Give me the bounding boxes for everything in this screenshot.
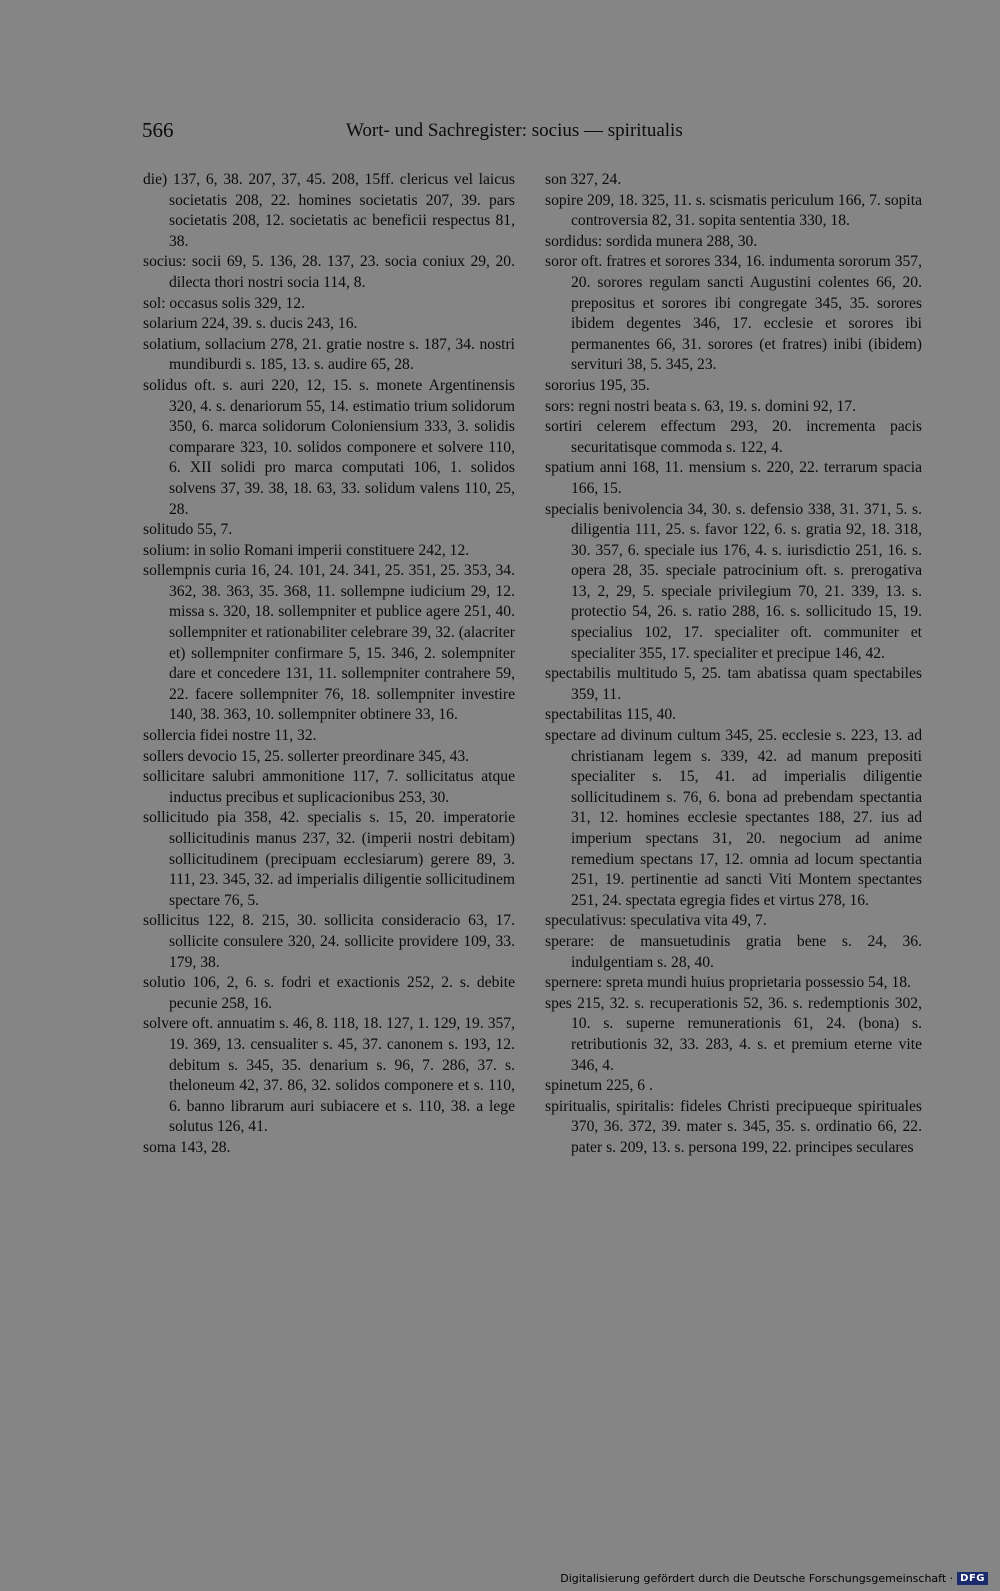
index-entry: spernere: spreta mundi huius proprietaria possessio 54, 18.: [545, 974, 911, 992]
index-entry: solidus oft. s. auri 220, 12, 15. s. monete Argentinensis 320, 4. s. denariorum 55, 14. estimatio trium solidorum 350, 6. marca solidorum Coloniensium 333, 3. solidis comparare 323, 10. solidos componere et solvere 110, 6. XII solidi pro marca computati 106, 1. solidos solvens 37, 39. 38, 18. 63, 33. solidum valens 110, 25, 28.: [143, 376, 515, 518]
index-entry: solatium, sollacium 278, 21. gratie nostre s. 187, 34. nostri mundiburdi s. 185, 13. s. audire 65, 28.: [143, 335, 515, 374]
funding-footer: [560, 1572, 988, 1585]
dfg-logo: DFG: [957, 1572, 988, 1585]
index-entry: son 327, 24.: [545, 171, 622, 188]
left-column: [143, 170, 515, 1159]
index-entry: solarium 224, 39. s. ducis 243, 16.: [143, 315, 358, 333]
index-entry: solvere oft. annuatim s. 46, 8. 118, 18. 127, 1. 129, 19. 357, 19. 369, 13. censualiter s. 45, 37. canonem s. 193, 12. debitum s. 345, 35. denarium s. 96, 7. 286, 37. s. theloneum 42, 37. 86, 32. solidos componere et s. 110, 6. banno librarum auri subiacere et s. 110, 38. a lege solutus 126, 41.: [143, 1015, 515, 1136]
index-entry: solutio 106, 2, 6. s. fodri et exactionis 252, 2. s. debite pecunie 258, 16.: [143, 974, 515, 1012]
index-entry: speculativus: speculativa vita 49, 7.: [545, 912, 767, 930]
index-entry: soror oft. fratres et sorores 334, 16. indumenta sororum 357, 20. sorores regulam sancti Augustini colentes 66, 20. prepositus et sorores ibi congregate 345, 35. sorores ibidem degentes 346, 17. ecclesie et sorores ibi permanentes 66, 31. sorores (et fratres) inibi (ibidem) servituri 38, 5. 345, 23.: [545, 253, 922, 374]
index-entry: sortiri celerem effectum 293, 20. incrementa pacis securitatisque commoda s. 122, 4.: [545, 418, 922, 456]
index-entry: spatium anni 168, 11. mensium s. 220, 22. terrarum spacia 166, 15.: [545, 459, 922, 497]
index-entry: spectabilitas 115, 40.: [545, 706, 677, 724]
index-entry: sollicitus 122, 8. 215, 30. sollicita consideracio 63, 17. sollicite consulere 320, 24. sollicite providere 109, 33. 179, 38.: [143, 912, 515, 971]
index-entry: spectabilis multitudo 5, 25. tam abatissa quam spectabiles 359, 11.: [545, 665, 922, 703]
index-entry: spectare ad divinum cultum 345, 25. ecclesie s. 223, 13. ad christianam legem s. 339, 42. ad manum prepositi specialiter s. 15, 41. ad imperialis diligentie sollicitudinem s. 76, 6. bona ad prebendam spectantia 31, 12. homines ecclesie spectantes 188, 27. ius ad imperium spectans 31, 20. negocium ad anime remedium spectans 17, 12. omnia ad locum spectantia 251, 19. pertinentie ad sancti Viti Montem spectantes 251, 24. spectata egregia fides et virtus 278, 16.: [545, 727, 922, 909]
index-entry: sororius 195, 35.: [545, 376, 650, 394]
funding-note: Digitalisierung gefördert durch die Deutsche Forschungsgemeinschaft ·: [560, 1572, 954, 1585]
index-entry: sollers devocio 15, 25. sollerter preordinare 345, 43.: [143, 747, 470, 765]
index-entry: spiritualis, spiritalis: fideles Christi precipueque spirituales 370, 36. 372, 39. mater s. 345, 35. s. ordinatio 66, 22. pater s. 209, 13. s. persona 199, 22. principes seculares: [545, 1097, 922, 1156]
index-entry: solium: in solio Romani imperii constituere 242, 12.: [143, 541, 470, 559]
index-entry: spinetum 225, 6 .: [545, 1077, 653, 1095]
index-entry: sopire 209, 18. 325, 11. s. scismatis periculum 166, 7. sopita controversia 82, 31. sopita sententia 330, 18.: [545, 191, 922, 230]
index-entry: specialis benivolencia 34, 30. s. defensio 338, 31. 371, 5. s. diligentia 111, 25. s. favor 122, 6. s. gratia 92, 18. 318, 30. 357, 6. speciale ius 176, 4. s. iurisdictio 251, 16. s. opera 28, 35. speciale patrocinium oft. s. prerogativa 13, 2, 29, 5. speciale privilegium 70, 21. 339, 13. s. protectio 54, 26. s. ratio 288, 16. s. sollicitudo 15, 19. specialius 102, 17. specialiter oft. communiter et specialiter 355, 17. specialiter et precipue 146, 42.: [545, 500, 922, 662]
index-entry: sordidus: sordida munera 288, 30.: [545, 232, 758, 250]
index-entry: sors: regni nostri beata s. 63, 19. s. domini 92, 17.: [545, 397, 856, 415]
index-entry: solitudo 55, 7.: [143, 521, 233, 539]
index-entry: sollicitudo pia 358, 42. specialis s. 15, 20. imperatorie sollicitudinis manus 237, 32. (imperii nostri debitam) sollicitudinem (precipuam ecclesiarum) gerere 89, 3. 111, 23. 345, 32. ad imperialis diligentie sollicitudinem spectare 76, 5.: [143, 809, 515, 909]
running-head: Wort- und Sachregister: socius — spiritualis: [346, 120, 683, 141]
page-number: 566: [142, 118, 174, 142]
index-entry: sollercia fidei nostre 11, 32.: [143, 727, 317, 745]
right-column: [545, 170, 922, 1159]
index-entry: sol: occasus solis 329, 12.: [143, 294, 305, 312]
index-entry: spes 215, 32. s. recuperationis 52, 36. s. redemptionis 302, 10. s. superne remunerationis 61, 24. (bona) s. retributionis 32, 33. 283, 4. s. et premium eterne vite 346, 4.: [545, 994, 922, 1074]
index-entry: socius: socii 69, 5. 136, 28. 137, 23. socia coniux 29, 20. dilecta thori nostri socia 114, 8.: [143, 253, 515, 291]
index-entry: sollempnis curia 16, 24. 101, 24. 341, 25. 351, 25. 353, 34. 362, 38. 363, 35. 368, 11. sollempne iudicium 29, 12. missa s. 320, 18. sollempniter et publice agere 251, 40. sollempniter et rationabiliter celebrare 39, 32. (alacriter et) sollempniter confirmare 5, 15. 346, 2. solempniter dare et concedere 131, 11. sollempniter contrahere 59, 22. facere sollempniter 76, 18. sollempniter investire 140, 38. 363, 10. sollempniter obtinere 33, 16.: [143, 562, 515, 724]
index-entry: soma 143, 28.: [143, 1138, 231, 1156]
index-entry: sperare: de mansuetudinis gratia bene s. 24, 36. indulgentiam s. 28, 40.: [545, 932, 922, 971]
index-entry: sollicitare salubri ammonitione 117, 7. sollicitatus atque inductus precibus et suplicacionibus 253, 30.: [143, 768, 515, 806]
index-entry: die) 137, 6, 38. 207, 37, 45. 208, 15ff. clericus vel laicus societatis 208, 22. homines societatis 207, 39. pars societatis 208, 12. societatis ac beneficii respectus 81, 38.: [143, 171, 515, 250]
